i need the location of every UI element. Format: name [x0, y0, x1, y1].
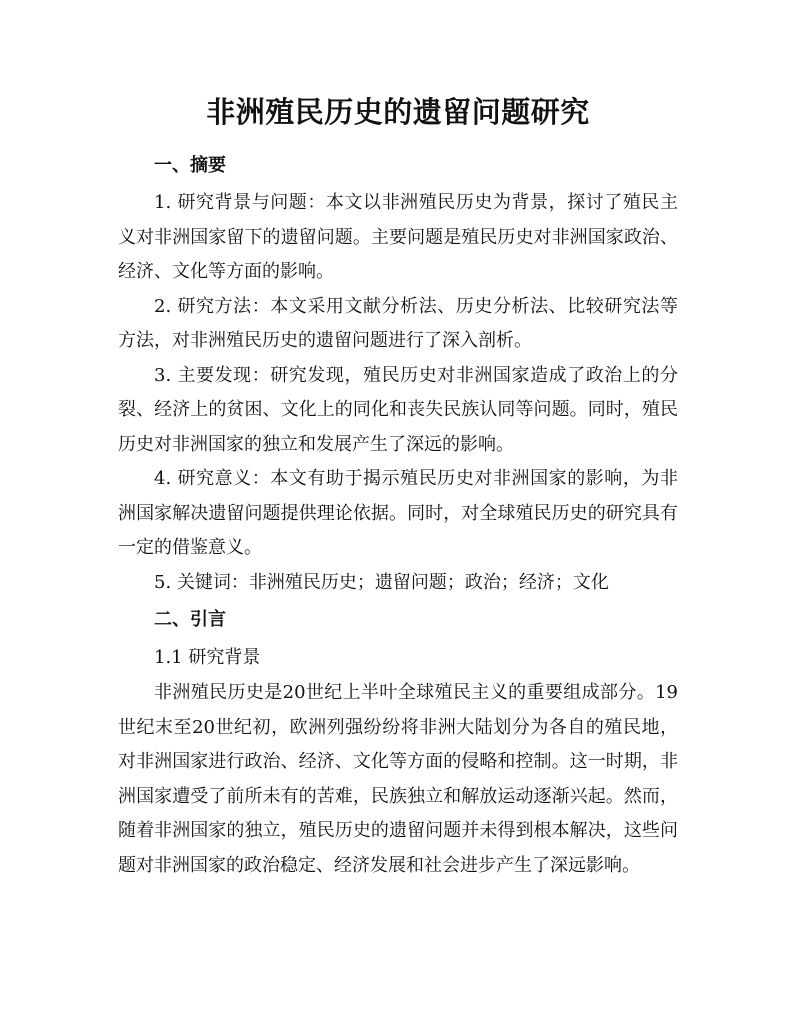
- subsection-heading-background: 1.1 研究背景: [154, 647, 261, 668]
- introduction-paragraph: 非洲殖民历史是20世纪上半叶全球殖民主义的重要组成部分。19世纪末至20世纪初，欧洲列强纷纷将非洲大陆划分为各自的殖民地，对非洲国家进行政治、经济、文化等方面的侵略和控制。这一时期，非洲国家遭受了前所未有的苦难，民族独立和解放运动逐渐兴起。然而，随着非洲国家的独立，殖民历史的遗留问题并未得到根本解决，这些问题对非洲国家的政治稳定、经济发展和社会进步产生了深远影响。: [118, 682, 678, 876]
- abstract-item-findings: 3. 主要发现：研究发现，殖民历史对非洲国家造成了政治上的分裂、经济上的贫困、文化上的同化和丧失民族认同等问题。同时，殖民历史对非洲国家的独立和发展产生了深远的影响。: [118, 364, 678, 455]
- abstract-item-method: 2. 研究方法：本文采用文献分析法、历史分析法、比较研究法等方法，对非洲殖民历史的遗留问题进行了深入剖析。: [118, 295, 678, 351]
- document-title: 非洲殖民历史的遗留问题研究: [206, 95, 590, 129]
- section-heading-abstract: 一、摘要: [154, 155, 226, 176]
- abstract-item-background: 1. 研究背景与问题：本文以非洲殖民历史为背景，探讨了殖民主义对非洲国家留下的遗留问题。主要问题是殖民历史对非洲国家政治、经济、文化等方面的影响。: [118, 192, 678, 282]
- abstract-item-keywords: 5. 关键词：非洲殖民历史；遗留问题；政治；经济；文化: [154, 571, 609, 593]
- abstract-item-significance: 4. 研究意义：本文有助于揭示殖民历史对非洲国家的影响，为非洲国家解决遗留问题提供理论依据。同时，对全球殖民历史的研究具有一定的借鉴意义。: [118, 468, 678, 558]
- section-heading-introduction: 二、引言: [154, 609, 226, 630]
- document-page: [118, 90, 678, 883]
